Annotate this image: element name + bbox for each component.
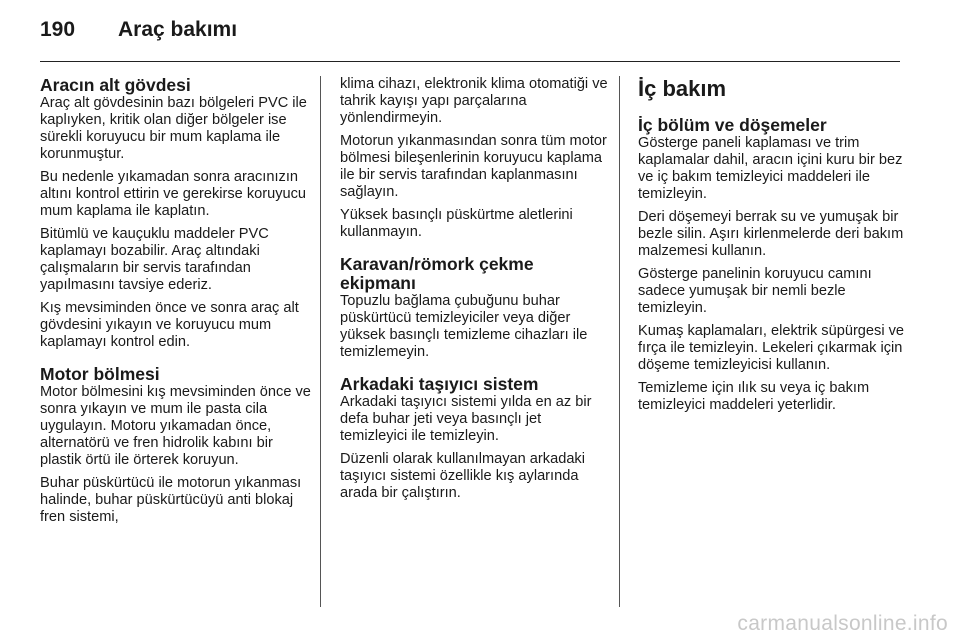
- paragraph: Motorun yıkanmasından sonra tüm motor bölmesi bileşenlerinin koruyucu kaplama ile bir servis tarafından kaplanmasını sağlayın.: [340, 133, 607, 200]
- paragraph: Kumaş kaplamaları, elektrik süpürgesi ve fırça ile temizleyin. Lekeleri çıkarmak için döşeme temizleyicisi kullanın.: [638, 323, 905, 373]
- section-underbody: [40, 76, 312, 351]
- paragraph: Gösterge paneli kaplaması ve trim kaplamalar dahil, aracın içini kuru bir bez ve iç bakım temizleyici maddeleri ile temizleyin.: [638, 135, 903, 202]
- chapter-heading: İç bakım: [638, 76, 727, 101]
- page-header: [40, 18, 900, 46]
- paragraph: Araç alt gövdesinin bazı bölgeleri PVC ile kaplıyken, kritik olan diğer bölgeler ise sürekli koruyucu bir mum kaplama ile korunmuştur.: [40, 95, 307, 162]
- section-heading: Motor bölmesi: [40, 364, 160, 384]
- paragraph: klima cihazı, elektronik klima otomatiği ve tahrik kayışı yapı parçalarına yönlendirmeyin.: [340, 76, 608, 126]
- column-divider: [619, 76, 620, 607]
- page-number: 190: [40, 18, 76, 41]
- header-divider: [40, 61, 900, 62]
- paragraph: Arkadaki taşıyıcı sistemi yılda en az bir defa buhar jeti veya basınçlı jet temizleyici ile temizleyin.: [340, 394, 592, 444]
- paragraph: Gösterge panelinin koruyucu camını sadece yumuşak bir nemli bezle temizleyin.: [638, 266, 872, 316]
- section-heading: İç bölüm ve döşemeler: [638, 115, 827, 135]
- page-title: Araç bakımı: [118, 18, 238, 41]
- paragraph: Yüksek basınçlı püskürtme aletlerini kullanmayın.: [340, 207, 573, 240]
- paragraph: Düzenli olarak kullanılmayan arkadaki taşıyıcı sistemi özellikle kış aylarında arada bir çalıştırın.: [340, 451, 585, 501]
- column-3: [638, 76, 910, 420]
- section-interior-upholstery: [638, 116, 910, 414]
- watermark: carmanualsonline.info: [737, 612, 948, 635]
- section-heading: Arkadaki taşıyıcı sistem: [340, 374, 539, 394]
- column-2: [340, 76, 612, 508]
- paragraph: Buhar püskürtücü ile motorun yıkanması halinde, buhar püskürtücüyü anti blokaj fren sistemi,: [40, 475, 302, 525]
- section-rear-carrier: [340, 375, 612, 502]
- paragraph: Topuzlu bağlama çubuğunu buhar püskürtücü temizleyiciler veya diğer yüksek basınçlı temizleme cihazları ile temizlemeyin.: [340, 293, 588, 360]
- paragraph: Kış mevsiminden önce ve sonra araç alt gövdesini yıkayın ve koruyucu mum kaplamayı kontrol edin.: [40, 300, 299, 350]
- section-heading: Karavan/römork çekme ekipmanı: [340, 254, 534, 293]
- column-divider: [320, 76, 321, 607]
- section-engine-continued: [340, 76, 612, 241]
- section-heading: Aracın alt gövdesi: [40, 75, 191, 95]
- paragraph: Motor bölmesini kış mevsiminden önce ve sonra yıkayın ve mum ile pasta cila uygulayın. Motoru yıkamadan önce, alternatörü ve fren hidrolik kabını bir plastik örtü ile örterek koruyun.: [40, 384, 311, 468]
- column-1: [40, 76, 312, 532]
- paragraph: Deri döşemeyi berrak su ve yumuşak bir bezle silin. Aşırı kirlenmelerde deri bakım malzemesi kullanın.: [638, 209, 904, 259]
- paragraph: Bitümlü ve kauçuklu maddeler PVC kaplamayı bozabilir. Araç altındaki çalışmaların bir servis tarafından yapılmasını tavsiye ederiz.: [40, 226, 269, 293]
- paragraph: Bu nedenle yıkamadan sonra aracınızın altını kontrol ettirin ve gerekirse koruyucu mum kaplama ile kaplatın.: [40, 169, 307, 219]
- paragraph: Temizleme için ılık su veya iç bakım temizleyici maddeleri yeterlidir.: [638, 380, 870, 413]
- section-engine-compartment: [40, 365, 312, 526]
- section-towing-equipment: [340, 255, 612, 361]
